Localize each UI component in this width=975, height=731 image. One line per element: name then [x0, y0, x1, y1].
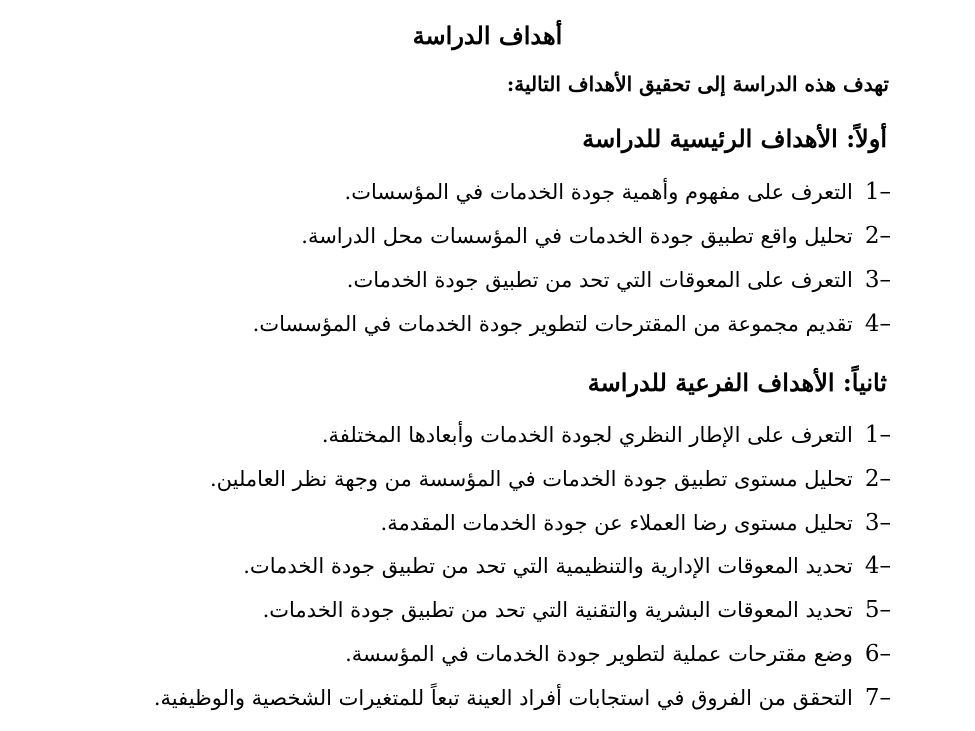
item-number: 2– — [864, 465, 891, 492]
item-number: 1– — [864, 179, 891, 205]
item-text: تحديد المعوقات الإدارية والتنظيمية التي تحد من تطبيق جودة الخدمات. — [243, 554, 853, 579]
item-number: 4– — [864, 311, 891, 337]
section-heading-main-objectives: أولاً: الأهداف الرئيسية للدراسة — [582, 124, 887, 153]
list-item — [154, 633, 891, 677]
intro-paragraph: تهدف هذه الدراسة إلى تحقيق الأهداف التالية: — [506, 72, 889, 96]
item-number: 6– — [864, 640, 891, 667]
list-item — [154, 458, 891, 502]
item-text: التعرف على المعوقات التي تحد من تطبيق جودة الخدمات. — [346, 268, 853, 292]
main-objectives-list — [253, 170, 891, 346]
item-text: تقديم مجموعة من المقترحات لتطوير جودة الخدمات في المؤسسات. — [252, 312, 853, 336]
list-item — [154, 414, 891, 458]
list-item — [253, 302, 891, 346]
item-number: 3– — [864, 509, 891, 536]
item-number: 4– — [864, 553, 891, 580]
list-item — [154, 502, 891, 546]
list-item — [253, 214, 891, 258]
item-text: تحديد المعوقات البشرية والتقنية التي تحد من تطبيق جودة الخدمات. — [262, 598, 853, 623]
item-text: التعرف على مفهوم وأهمية جودة الخدمات في المؤسسات. — [344, 180, 853, 204]
sub-objectives-list — [154, 414, 891, 721]
list-item — [154, 589, 891, 633]
item-text: التعرف على الإطار النظري لجودة الخدمات وأبعادها المختلفة. — [321, 423, 853, 447]
document-title: أهداف الدراسة — [412, 21, 563, 50]
item-text: تحليل واقع تطبيق جودة الخدمات في المؤسسات محل الدراسة. — [301, 224, 853, 248]
list-item — [154, 545, 891, 589]
item-number: 1– — [864, 422, 891, 448]
item-number: 2– — [864, 223, 891, 249]
list-item — [253, 258, 891, 302]
item-number: 3– — [864, 267, 891, 293]
item-text: تحليل مستوى رضا العملاء عن جودة الخدمات المقدمة. — [380, 510, 853, 535]
item-text: وضع مقترحات عملية لتطوير جودة الخدمات في المؤسسة. — [345, 641, 853, 666]
item-text: التحقق من الفروق في استجابات أفراد العينة تبعاً للمتغيرات الشخصية والوظيفية. — [153, 685, 853, 710]
section-heading-sub-objectives: ثانياً: الأهداف الفرعية للدراسة — [587, 368, 887, 397]
list-item — [253, 170, 891, 214]
item-text: تحليل مستوى تطبيق جودة الخدمات في المؤسسة من وجهة نظر العاملين. — [209, 466, 853, 491]
item-number: 7– — [864, 684, 891, 711]
item-number: 5– — [864, 597, 891, 624]
list-item — [154, 677, 891, 721]
